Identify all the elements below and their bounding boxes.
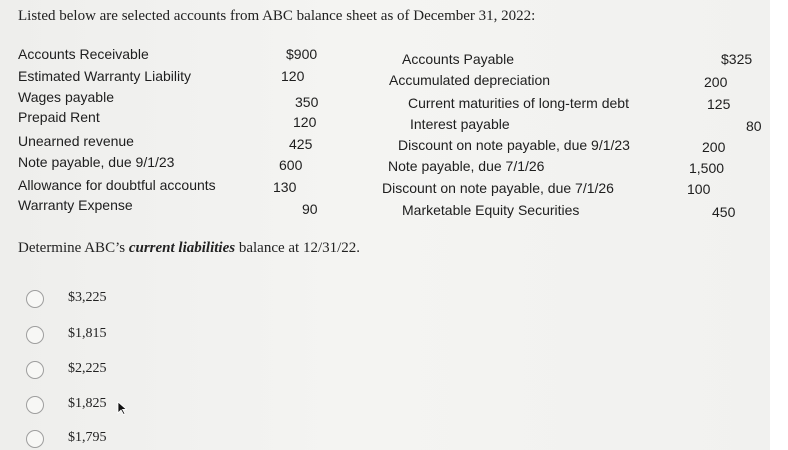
answer-option-label: $2,225 bbox=[68, 361, 107, 376]
account-name: Marketable Equity Securities bbox=[402, 202, 580, 218]
account-value: 125 bbox=[707, 96, 731, 112]
answer-option-label: $1,815 bbox=[68, 326, 107, 341]
answer-option-label: $1,795 bbox=[68, 430, 107, 445]
account-value: 425 bbox=[289, 136, 313, 152]
account-name: Note payable, due 9/1/23 bbox=[18, 154, 175, 170]
account-value: 450 bbox=[712, 204, 736, 220]
account-name: Allowance for doubtful accounts bbox=[18, 177, 216, 193]
account-value: 350 bbox=[295, 94, 319, 110]
account-name: Wages payable bbox=[18, 89, 114, 105]
answer-option-label: $1,825 bbox=[68, 396, 107, 411]
account-name: Accumulated depreciation bbox=[389, 72, 551, 88]
radio-button[interactable] bbox=[26, 290, 44, 308]
radio-button[interactable] bbox=[26, 361, 44, 379]
account-value: 120 bbox=[281, 68, 305, 84]
intro-text: Listed below are selected accounts from ABC balance sheet as of December 31, 2022: bbox=[18, 8, 536, 24]
account-name: Discount on note payable, due 9/1/23 bbox=[398, 137, 630, 153]
radio-button[interactable] bbox=[26, 326, 44, 344]
account-name: Unearned revenue bbox=[18, 133, 134, 149]
account-value: $900 bbox=[286, 46, 318, 62]
page-edge bbox=[770, 0, 788, 450]
radio-button[interactable] bbox=[26, 396, 44, 414]
account-name: Accounts Receivable bbox=[18, 46, 149, 62]
account-value: 200 bbox=[702, 139, 726, 155]
account-value: 200 bbox=[704, 74, 728, 90]
question-prefix: Determine ABC’s bbox=[18, 240, 129, 256]
question-emphasis: current liabilities bbox=[128, 240, 236, 256]
account-name: Estimated Warranty Liability bbox=[18, 68, 191, 84]
account-name: Current maturities of long-term debt bbox=[408, 95, 629, 111]
account-name: Prepaid Rent bbox=[18, 109, 100, 125]
account-value: 90 bbox=[302, 201, 318, 217]
account-name: Interest payable bbox=[410, 116, 510, 132]
account-name: Discount on note payable, due 7/1/26 bbox=[382, 180, 614, 196]
account-value: 1,500 bbox=[689, 160, 725, 176]
question-suffix: balance at 12/31/22. bbox=[235, 240, 361, 256]
mouse-cursor-icon bbox=[117, 401, 127, 415]
account-value: 120 bbox=[293, 114, 317, 130]
answer-option-label: $3,225 bbox=[68, 290, 107, 305]
account-value: 80 bbox=[746, 118, 762, 134]
account-name: Warranty Expense bbox=[18, 197, 133, 213]
account-value: 130 bbox=[273, 179, 297, 195]
account-value: $325 bbox=[721, 51, 753, 67]
account-value: 100 bbox=[687, 181, 711, 197]
radio-button[interactable] bbox=[26, 430, 44, 448]
account-name: Note payable, due 7/1/26 bbox=[388, 158, 545, 174]
question-prompt bbox=[18, 240, 360, 257]
account-value: 600 bbox=[279, 157, 303, 173]
account-name: Accounts Payable bbox=[402, 51, 515, 67]
